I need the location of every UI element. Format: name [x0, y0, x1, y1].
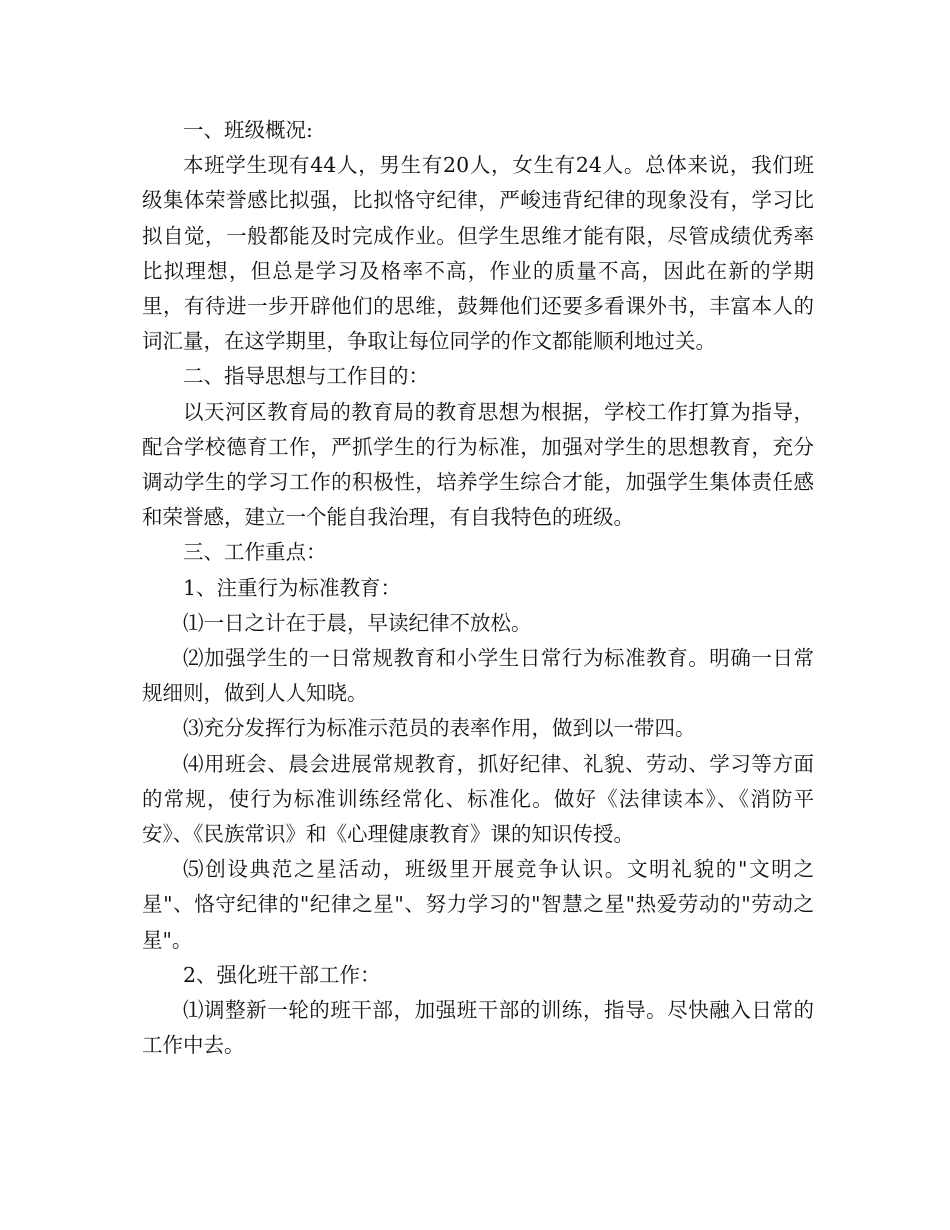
- heading-work-focus: 三、工作重点：: [183, 540, 327, 565]
- subheading-behavior-education: 1、注重行为标准教育：: [183, 575, 402, 600]
- list-item-3: ⑶充分发挥行为标准示范员的表率作用，做到以一带四。: [183, 716, 696, 741]
- list-item-2: ⑵加强学生的一日常规教育和小学生日常行为标准教育。明确一日常规细则，做到人人知晓。: [142, 646, 814, 706]
- list-item-4: ⑷用班会、晨会进展常规教育，抓好纪律、礼貌、劳动、学习等方面的常规，使行为标准训练经常化、标准化。做好《法律读本》、《消防平安》、《民族常识》和《心理健康教育》课的知识传授。: [142, 751, 814, 847]
- list-item-1: ⑴一日之计在于晨，早读纪律不放松。: [183, 610, 532, 635]
- document-page: [142, 113, 814, 1063]
- subheading-class-cadre: 2、强化班干部工作：: [183, 962, 381, 987]
- paragraph-guiding-thought: 以天河区教育局的教育局的教育思想为根据，学校工作打算为指导，配合学校德育工作，严抓学生的行为标准，加强对学生的思想教育，充分调动学生的学习工作的积极性，培养学生综合才能，加强学生集体责任感和荣誉感，建立一个能自我治理，有自我特色的班级。: [142, 399, 814, 530]
- list-item-cadre-1: ⑴调整新一轮的班干部，加强班干部的训练，指导。尽快融入日常的工作中去。: [142, 998, 814, 1058]
- heading-class-overview: 一、班级概况:: [183, 118, 313, 142]
- list-item-5: ⑸创设典范之星活动，班级里开展竞争认识。文明礼貌的"文明之星"、恪守纪律的"纪律之星"、努力学习的"智慧之星"热爱劳动的"劳动之星"。: [142, 857, 814, 952]
- paragraph-class-overview: 本班学生现有44人，男生有20人，女生有24人。总体来说，我们班级集体荣誉感比拟强，比拟恪守纪律，严峻违背纪律的现象没有，学习比拟自觉，一般都能及时完成作业。但学生思维才能有限，尽管成绩优秀率比拟理想，但总是学习及格率不高，作业的质量不高，因此在新的学期里，有待进一步开辟他们的思维，鼓舞他们还要多看课外书，丰富本人的词汇量，在这学期里，争取让每位同学的作文都能顺利地过关。: [142, 153, 814, 354]
- heading-guiding-thought: 二、指导思想与工作目的：: [183, 364, 429, 389]
